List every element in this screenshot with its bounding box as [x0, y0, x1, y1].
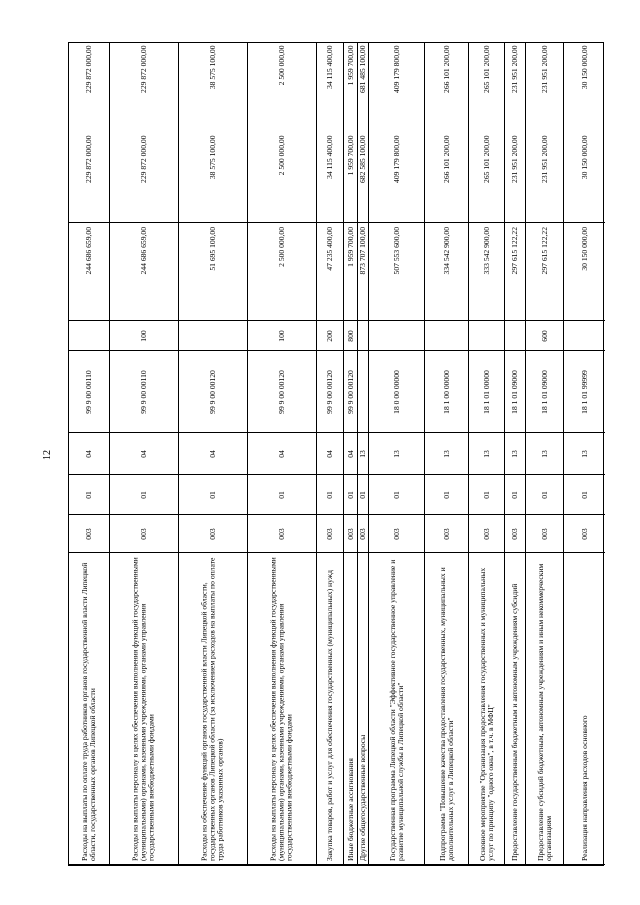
cell-text-section: 01	[324, 490, 334, 499]
table-cell-section	[317, 475, 343, 515]
cell-text-target: 18 0 00 00000	[391, 369, 401, 414]
table-cell-type	[110, 321, 178, 351]
cell-text-admin: 003	[276, 527, 286, 540]
table-row	[179, 43, 248, 865]
table-cell-v1	[369, 223, 424, 321]
cell-text-admin: 003	[138, 527, 148, 540]
cell-text-v1: 333 542 900,00	[481, 226, 491, 274]
cell-text-subsection: 13	[481, 449, 491, 458]
cell-text-v1: 2 500 000,00	[276, 226, 286, 267]
table-cell-target	[526, 351, 563, 433]
cell-text-target: 99 9 00 00120	[207, 369, 217, 414]
cell-text-v3: 266 101 200,00	[441, 45, 451, 93]
table-cell-v2	[469, 132, 504, 223]
table-cell-type	[526, 321, 563, 351]
cell-text-admin: 003	[579, 527, 589, 540]
table-cell-subsection	[469, 433, 504, 475]
table-cell-subsection	[69, 433, 109, 475]
cell-text-v2: 231 951 200,00	[539, 135, 549, 183]
table-cell-v3	[564, 41, 605, 132]
table-cell-admin	[69, 515, 109, 553]
cell-text-v3: 1 959 700,00	[345, 45, 355, 85]
cell-text-target: 99 9 00 00110	[138, 369, 148, 414]
table-row	[564, 43, 605, 865]
cell-text-v1: 297 615 122,22	[509, 226, 519, 274]
table-row	[69, 43, 110, 865]
cell-text-v3: 229 872 000,00	[83, 45, 93, 93]
cell-text-section: 01	[509, 490, 519, 499]
table-cell-v3	[344, 41, 357, 132]
cell-text-v2: 30 150 000,00	[579, 135, 589, 180]
cell-text-v3: 2 500 000,00	[276, 45, 286, 85]
table-cell-type	[358, 321, 368, 351]
cell-text-section: 01	[83, 490, 93, 499]
cell-text-v1: 873 707 100,00	[357, 226, 367, 274]
cell-text-subsection: 04	[276, 449, 286, 458]
table-cell-section	[179, 475, 247, 515]
table-cell-target	[469, 351, 504, 433]
cell-text-type: 100	[276, 329, 286, 342]
table-cell-section	[248, 475, 316, 515]
cell-text-name: Иные бюджетные ассигнования	[345, 757, 355, 861]
cell-text-section: 01	[579, 490, 589, 499]
cell-text-v3: 681 485 100,00	[357, 45, 367, 93]
cell-text-name: Расходы на выплаты по оплате труда работников органов государственной власти Липецкой области, государственных органов Липецкой области	[79, 562, 97, 861]
cell-text-v1: 47 235 400,00	[324, 226, 334, 271]
table-row	[469, 43, 505, 865]
cell-text-section: 01	[481, 490, 491, 499]
cell-text-admin: 003	[83, 527, 93, 540]
cell-text-subsection: 04	[83, 449, 93, 458]
table-cell-section	[526, 475, 563, 515]
table-cell-v1	[179, 223, 247, 321]
table-cell-v2	[110, 132, 178, 223]
cell-text-name: Расходы на выплаты персоналу в целях обеспечения выполнения функций государственными (муниципальными) органами, казенными учреждениями, органами управления государственными внебюджетными фондами	[268, 556, 295, 861]
table-cell-type	[369, 321, 424, 351]
table-cell-subsection	[317, 433, 343, 475]
cell-text-v2: 229 872 000,00	[138, 135, 148, 183]
cell-text-subsection: 04	[207, 449, 217, 458]
cell-text-admin: 003	[357, 527, 367, 540]
cell-text-name: Предоставление субсидий бюджетным, автономным учреждениям и иным некоммерческим организациям	[535, 563, 553, 861]
table-cell-v2	[505, 132, 525, 223]
table-cell-admin	[425, 515, 468, 553]
table-cell-v2	[425, 132, 468, 223]
table-cell-name	[344, 553, 357, 865]
cell-text-admin: 003	[324, 527, 334, 540]
cell-text-v1: 30 150 000,00	[579, 226, 589, 271]
table-cell-subsection	[344, 433, 357, 475]
table-cell-target	[110, 351, 178, 433]
table-cell-v2	[358, 132, 368, 223]
table-cell-v2	[526, 132, 563, 223]
table-cell-type	[469, 321, 504, 351]
cell-text-subsection: 04	[345, 449, 355, 458]
table-cell-section	[344, 475, 357, 515]
cell-text-admin: 003	[481, 527, 491, 540]
table-cell-v1	[358, 223, 368, 321]
table-cell-name	[69, 553, 109, 865]
table-cell-section	[505, 475, 525, 515]
table-cell-target	[369, 351, 424, 433]
cell-text-admin: 003	[509, 527, 519, 540]
cell-text-v3: 409 179 800,00	[391, 45, 401, 93]
table-cell-type	[344, 321, 357, 351]
table-cell-type	[564, 321, 605, 351]
cell-text-admin: 003	[345, 527, 355, 540]
cell-text-v1: 507 553 600,00	[391, 226, 401, 274]
cell-text-name: Государственная программа Липецкой области "Эффективное государственное управление и развитие муниципальной службы в Липецкой области"	[387, 559, 405, 861]
table-cell-v3	[179, 41, 247, 132]
table-cell-section	[425, 475, 468, 515]
table-cell-subsection	[425, 433, 468, 475]
cell-text-subsection: 13	[579, 449, 589, 458]
table-cell-name	[526, 553, 563, 865]
table-cell-name	[564, 553, 605, 865]
table-cell-name	[110, 553, 178, 865]
table-cell-name	[358, 553, 368, 865]
cell-text-section: 01	[207, 490, 217, 499]
table-cell-v3	[69, 41, 109, 132]
table-cell-v3	[110, 41, 178, 132]
cell-text-target: 99 9 00 00120	[345, 369, 355, 414]
cell-text-type: 200	[324, 329, 334, 342]
table-cell-v3	[317, 41, 343, 132]
table-cell-v2	[179, 132, 247, 223]
cell-text-v2: 1 959 700,00	[345, 135, 355, 176]
table-cell-v1	[564, 223, 605, 321]
table-cell-type	[505, 321, 525, 351]
table-cell-admin	[505, 515, 525, 553]
table-cell-v2	[369, 132, 424, 223]
table-cell-section	[469, 475, 504, 515]
table-cell-target	[344, 351, 357, 433]
cell-text-section: 01	[276, 490, 286, 499]
cell-text-admin: 003	[391, 527, 401, 540]
cell-text-v2: 266 101 200,00	[441, 135, 451, 183]
cell-text-target: 99 9 00 00120	[324, 369, 334, 414]
cell-text-subsection: 13	[391, 449, 401, 458]
table-cell-subsection	[526, 433, 563, 475]
table-cell-v2	[248, 132, 316, 223]
table-cell-admin	[358, 515, 368, 553]
table-cell-target	[358, 351, 368, 433]
table-cell-name	[248, 553, 316, 865]
cell-text-subsection: 13	[441, 449, 451, 458]
cell-text-v1: 244 686 659,00	[83, 226, 93, 274]
cell-text-section: 01	[539, 490, 549, 499]
table-row	[358, 43, 369, 865]
cell-text-v3: 229 872 000,00	[138, 45, 148, 93]
table-row	[344, 43, 358, 865]
cell-text-section: 01	[391, 490, 401, 499]
table-cell-admin	[179, 515, 247, 553]
cell-text-v2: 409 179 800,00	[391, 135, 401, 183]
table-cell-v3	[369, 41, 424, 132]
table-row	[505, 43, 526, 865]
table-cell-subsection	[369, 433, 424, 475]
table-cell-name	[179, 553, 247, 865]
table-cell-subsection	[248, 433, 316, 475]
cell-text-v2: 265 101 200,00	[481, 135, 491, 183]
table-cell-v3	[248, 41, 316, 132]
table-row	[425, 43, 469, 865]
cell-text-name: Подпрограмма "Повышение качества предоставления государственных, муниципальных и дополнительных услуг в Липецкой области"	[437, 566, 455, 861]
table-cell-target	[248, 351, 316, 433]
cell-text-v2: 229 872 000,00	[83, 135, 93, 183]
cell-text-section: 01	[441, 490, 451, 499]
cell-text-type: 600	[539, 329, 549, 342]
table-cell-admin	[344, 515, 357, 553]
table-cell-admin	[248, 515, 316, 553]
table-cell-admin	[369, 515, 424, 553]
table-cell-v1	[110, 223, 178, 321]
cell-text-target: 99 9 00 00110	[83, 369, 93, 414]
table-cell-type	[69, 321, 109, 351]
cell-text-v3: 34 115 400,00	[324, 45, 334, 89]
cell-text-v3: 30 150 000,00	[579, 45, 589, 89]
table-cell-v2	[344, 132, 357, 223]
table-cell-subsection	[505, 433, 525, 475]
cell-text-admin: 003	[539, 527, 549, 540]
cell-text-v2: 231 951 200,00	[509, 135, 519, 183]
page-number: 12	[42, 450, 53, 460]
table-cell-subsection	[358, 433, 368, 475]
cell-text-name: Основное мероприятие "Организация предоставления государственных и муниципальных услуг по принципу "одного окна", в т.ч. в МФЦ"	[477, 567, 495, 861]
table-cell-section	[358, 475, 368, 515]
table-cell-section	[564, 475, 605, 515]
table-cell-name	[425, 553, 468, 865]
table-cell-section	[69, 475, 109, 515]
table-cell-v1	[248, 223, 316, 321]
cell-text-v1: 297 615 122,22	[539, 226, 549, 274]
cell-text-v1: 1 959 700,00	[345, 226, 355, 267]
cell-text-name: Предоставление государственным бюджетным и автономным учреждениям субсидий	[509, 583, 519, 861]
table-cell-admin	[317, 515, 343, 553]
table-cell-admin	[526, 515, 563, 553]
table-cell-admin	[564, 515, 605, 553]
cell-text-v2: 682 585 100,00	[357, 135, 367, 183]
cell-text-v2: 38 575 100,00	[207, 135, 217, 180]
table-row	[317, 43, 344, 865]
table-cell-subsection	[110, 433, 178, 475]
cell-text-v1: 51 695 100,00	[207, 226, 217, 271]
table-cell-target	[505, 351, 525, 433]
cell-text-target: 18 1 01 09000	[509, 369, 519, 414]
cell-text-target: 18 1 01 09000	[539, 369, 549, 414]
cell-text-target: 18 1 01 99999	[579, 369, 589, 414]
table-cell-v3	[526, 41, 563, 132]
cell-text-name: Другие общегосударственные вопросы	[357, 734, 367, 861]
cell-text-admin: 003	[207, 527, 217, 540]
table-cell-v3	[358, 41, 368, 132]
table-cell-v1	[505, 223, 525, 321]
table-cell-v1	[69, 223, 109, 321]
table-cell-v1	[526, 223, 563, 321]
table-cell-name	[469, 553, 504, 865]
table-cell-section	[369, 475, 424, 515]
cell-text-subsection: 13	[509, 449, 519, 458]
table-cell-target	[317, 351, 343, 433]
cell-text-target: 99 9 00 00120	[276, 369, 286, 414]
table-cell-v1	[469, 223, 504, 321]
cell-text-name: Расходы на выплаты персоналу в целях обеспечения выполнения функций государственными (муниципальными) органами, казенными учреждениями, органами управления государственными внебюджетными фондами	[130, 556, 157, 861]
table-cell-section	[110, 475, 178, 515]
cell-text-subsection: 13	[357, 449, 367, 458]
table-cell-v2	[564, 132, 605, 223]
table-cell-v3	[425, 41, 468, 132]
table-cell-v3	[469, 41, 504, 132]
cell-text-subsection: 04	[138, 449, 148, 458]
cell-text-name: Реализация направления расходов основного	[579, 714, 589, 861]
cell-text-v1: 244 686 659,00	[138, 226, 148, 274]
cell-text-target: 18 1 00 00000	[441, 369, 451, 414]
table-cell-v2	[69, 132, 109, 223]
table-cell-target	[564, 351, 605, 433]
cell-text-v3: 231 951 200,00	[509, 45, 519, 93]
table-cell-name	[369, 553, 424, 865]
cell-text-v2: 34 115 400,00	[324, 135, 334, 179]
table-cell-type	[425, 321, 468, 351]
table-cell-name	[317, 553, 343, 865]
table-cell-v1	[344, 223, 357, 321]
cell-text-section: 01	[345, 490, 355, 499]
cell-text-v2: 2 500 000,00	[276, 135, 286, 176]
cell-text-admin: 003	[441, 527, 451, 540]
table-cell-target	[425, 351, 468, 433]
table-cell-target	[179, 351, 247, 433]
table-cell-v1	[317, 223, 343, 321]
table-cell-subsection	[564, 433, 605, 475]
cell-text-subsection: 13	[539, 449, 549, 458]
cell-text-name: Закупка товаров, работ и услуг для обеспечения государственных (муниципальных) нужд	[324, 569, 334, 861]
table-cell-type	[179, 321, 247, 351]
cell-text-subsection: 04	[324, 449, 334, 458]
cell-text-target: 18 1 01 00000	[481, 369, 491, 414]
table-cell-v1	[425, 223, 468, 321]
cell-text-type: 800	[345, 329, 355, 342]
budget-table	[68, 42, 604, 866]
cell-text-section: 01	[357, 490, 367, 499]
table-cell-v3	[505, 41, 525, 132]
cell-text-type: 100	[138, 329, 148, 342]
table-cell-type	[248, 321, 316, 351]
table-cell-admin	[110, 515, 178, 553]
table-cell-subsection	[179, 433, 247, 475]
cell-text-v3: 38 575 100,00	[207, 45, 217, 89]
cell-text-v3: 265 101 200,00	[481, 45, 491, 93]
cell-text-v1: 334 542 900,00	[441, 226, 451, 274]
table-row	[248, 43, 317, 865]
cell-text-v3: 231 951 200,00	[539, 45, 549, 93]
table-cell-name	[505, 553, 525, 865]
table-cell-type	[317, 321, 343, 351]
table-row	[369, 43, 425, 865]
table-row	[526, 43, 564, 865]
table-cell-v2	[317, 132, 343, 223]
table-cell-admin	[469, 515, 504, 553]
cell-text-name: Расходы на обеспечение функций органов государственной власти Липецкой области, государственных органов Липецкой области (за исключением расходов на выплаты по оплате труда работников указанных органов)	[199, 557, 226, 861]
cell-text-section: 01	[138, 490, 148, 499]
table-cell-target	[69, 351, 109, 433]
table-row	[110, 43, 179, 865]
